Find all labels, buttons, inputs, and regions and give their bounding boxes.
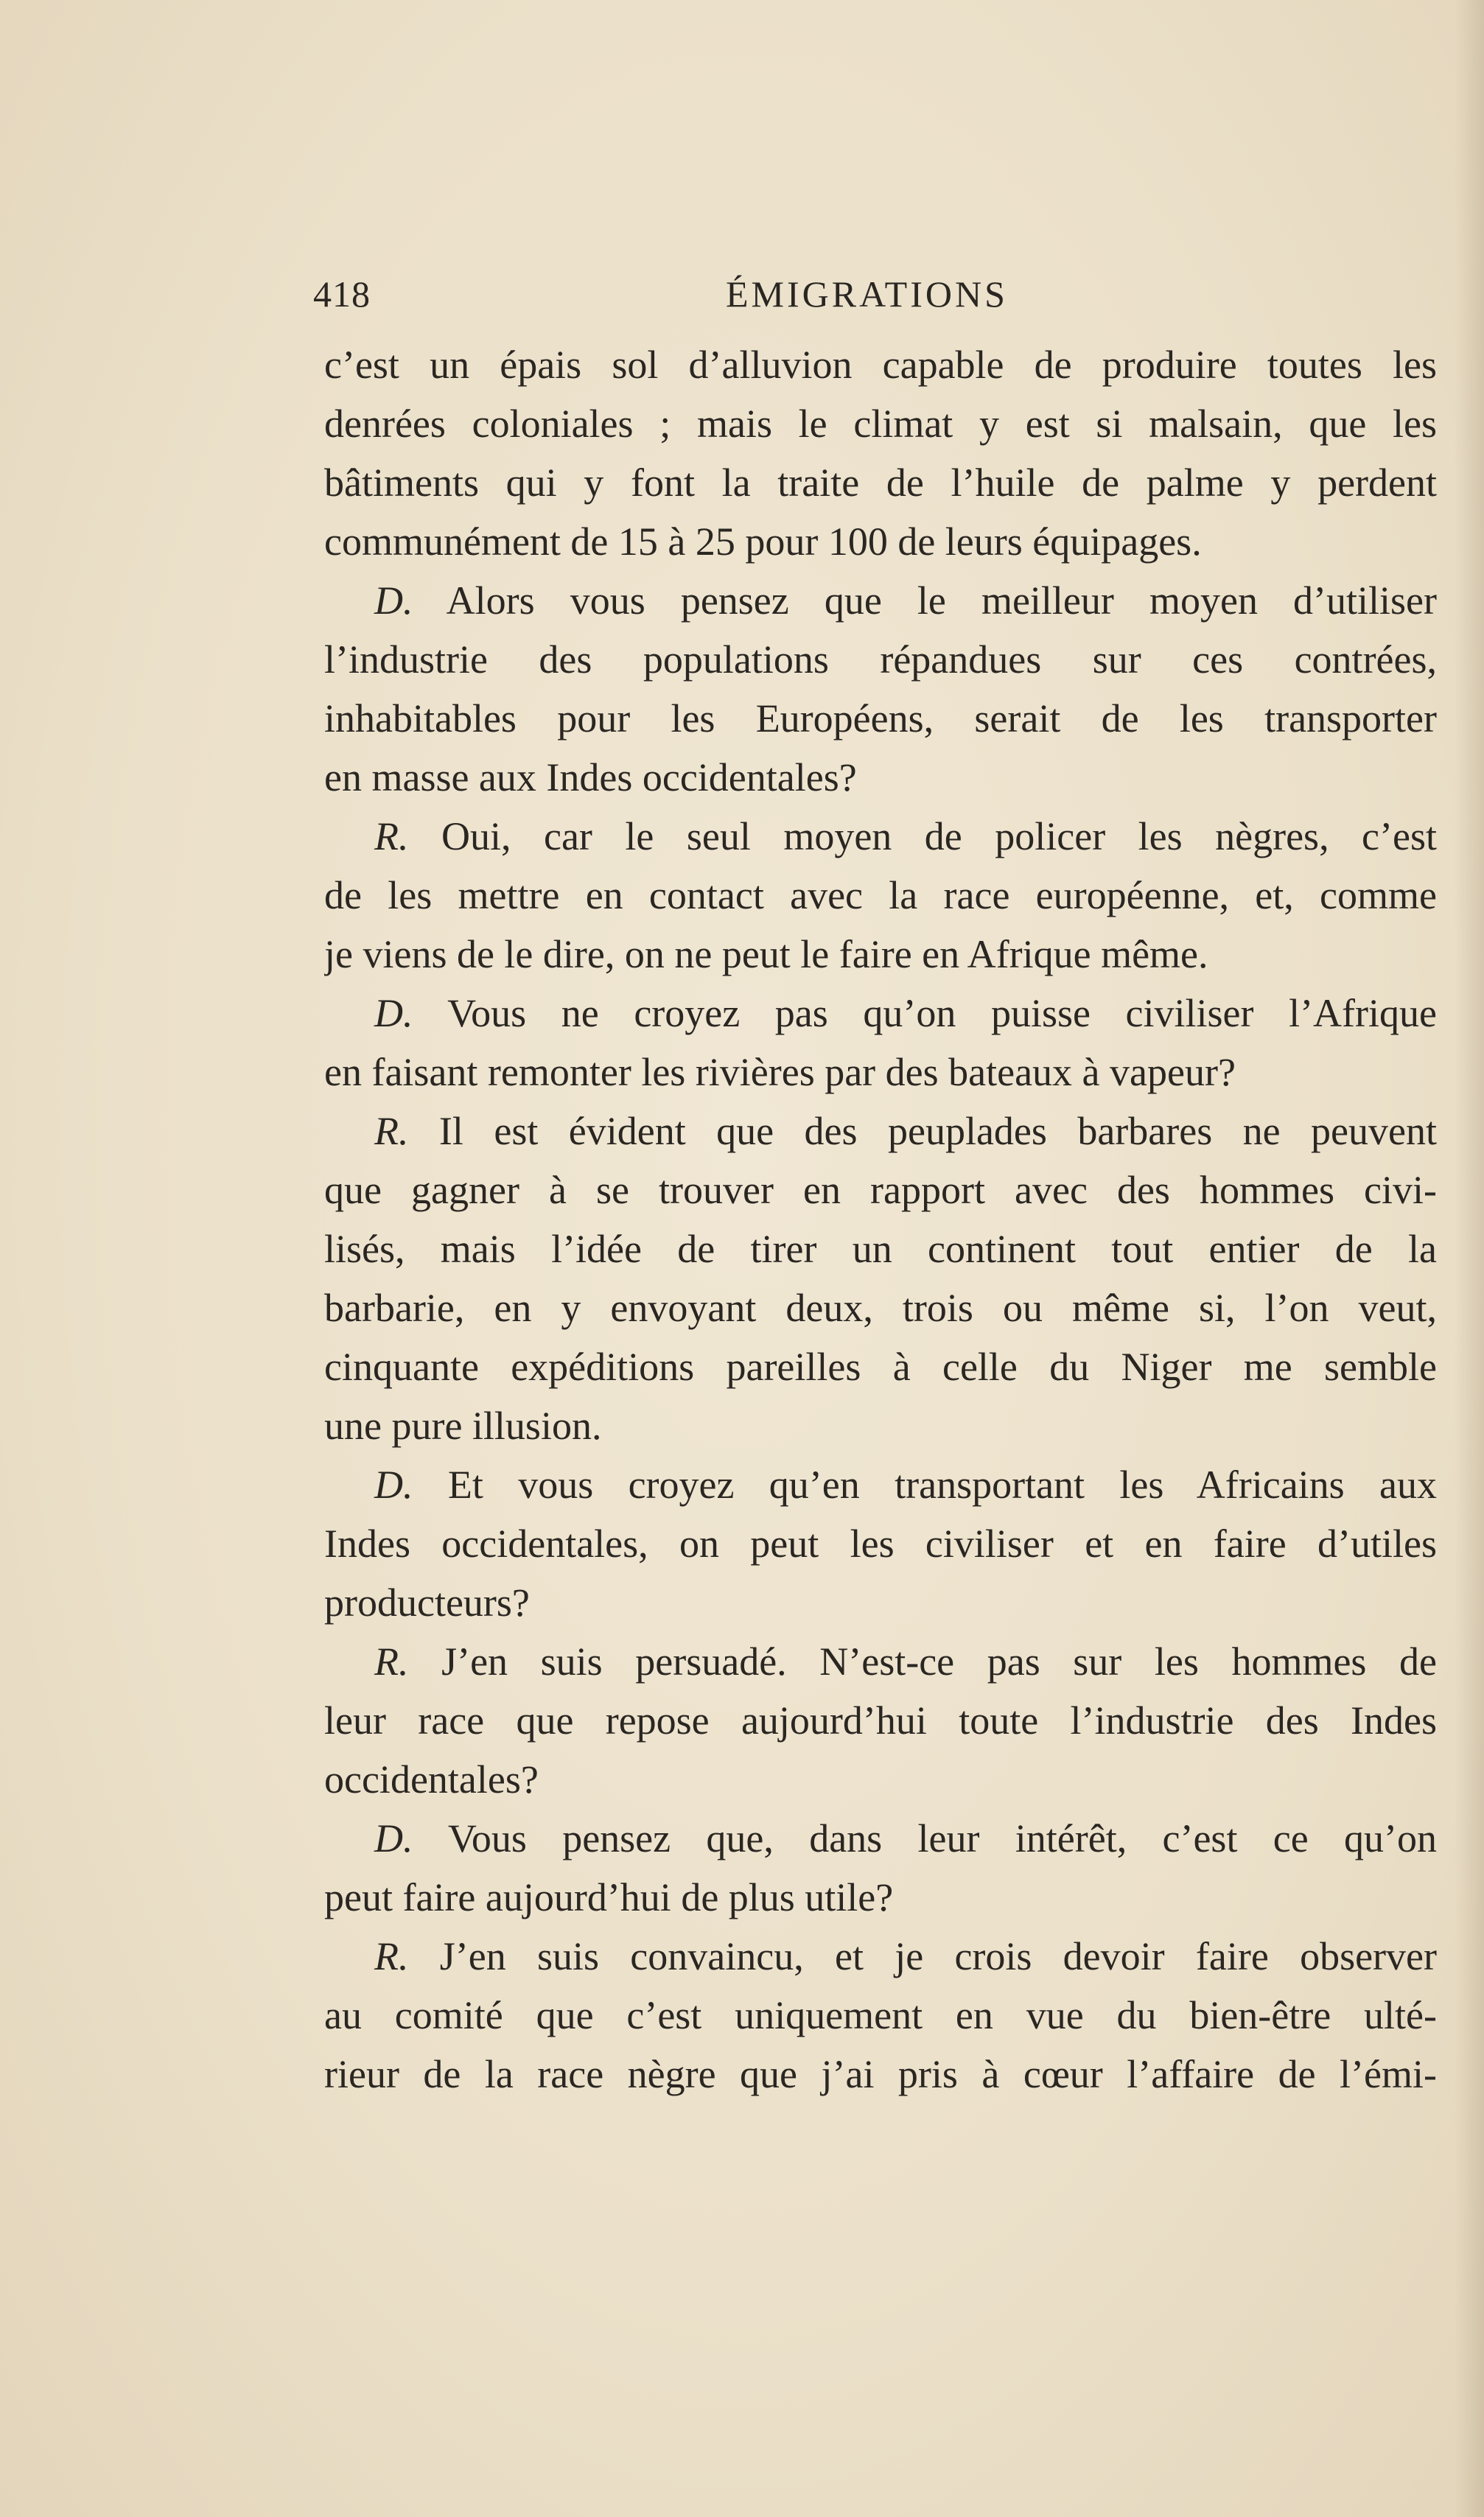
text-line: que gagner à se trouver en rapport avec des hommes civi- [324,1168,1437,1212]
text-line: D. Vous ne croyez pas qu’on puisse civiliser l’Afrique [374,991,1437,1035]
text-line: c’est un épais sol d’alluvion capable de produire toutes les [324,343,1437,387]
speaker-marker: R. [374,814,409,858]
text-line: rieur de la race nègre que j’ai pris à cœur l’affaire de l’émi- [324,2052,1437,2096]
text-line: lisés, mais l’idée de tirer un continent tout entier de la [324,1227,1437,1271]
body-text [324,335,1437,2104]
text-line: D. Alors vous pensez que le meilleur moyen d’utiliser [374,578,1437,623]
speaker-marker: D. [374,1463,413,1507]
text-line: une pure illusion. [324,1404,602,1448]
text-line: de les mettre en contact avec la race européenne, et, comme [324,873,1437,917]
text-line: inhabitables pour les Européens, serait de les transporter [324,696,1437,741]
page-number: 418 [313,273,371,315]
text-line: au comité que c’est uniquement en vue du bien-être ulté- [324,1993,1437,2037]
text-line: bâtiments qui y font la traite de l’huile de palme y perdent [324,461,1437,505]
text-line: l’industrie des populations répandues sur ces contrées, [324,637,1437,682]
text-line: R. J’en suis persuadé. N’est-ce pas sur les hommes de [374,1639,1437,1684]
text-line: cinquante expéditions pareilles à celle du Niger me semble [324,1345,1437,1389]
text-line: denrées coloniales ; mais le climat y est si malsain, que les [324,402,1437,446]
speaker-marker: R. [374,1934,409,1978]
page-header [313,273,1433,324]
speaker-marker: D. [374,1816,413,1860]
speaker-marker: R. [374,1639,409,1684]
text-line: producteurs? [324,1580,530,1625]
text-line: D. Vous pensez que, dans leur intérêt, c’est ce qu’on [374,1816,1437,1860]
text-line: barbarie, en y envoyant deux, trois ou même si, l’on veut, [324,1286,1437,1330]
page-edge-shadow [1455,0,1484,2517]
text-line: en masse aux Indes occidentales? [324,755,857,799]
speaker-marker: R. [374,1109,409,1153]
speaker-marker: D. [374,991,413,1035]
text-line: Indes occidentales, on peut les civiliser et en faire d’utiles [324,1522,1437,1566]
text-line: R. J’en suis convaincu, et je crois devoir faire observer [374,1934,1437,1978]
text-line: je viens de le dire, on ne peut le faire en Afrique même. [324,932,1208,976]
text-line: R. Oui, car le seul moyen de policer les nègres, c’est [374,814,1437,858]
text-line: communément de 15 à 25 pour 100 de leurs équipages. [324,519,1202,564]
text-line: peut faire aujourd’hui de plus utile? [324,1875,894,1919]
text-line: leur race que repose aujourd’hui toute l’industrie des Indes [324,1698,1437,1743]
text-line: R. Il est évident que des peuplades barbares ne peuvent [374,1109,1437,1153]
speaker-marker: D. [374,578,413,623]
text-line: D. Et vous croyez qu’en transportant les Africains aux [374,1463,1437,1507]
running-title: ÉMIGRATIONS [726,273,1008,315]
text-line: en faisant remonter les rivières par des bateaux à vapeur? [324,1050,1236,1094]
text-line: occidentales? [324,1757,539,1802]
